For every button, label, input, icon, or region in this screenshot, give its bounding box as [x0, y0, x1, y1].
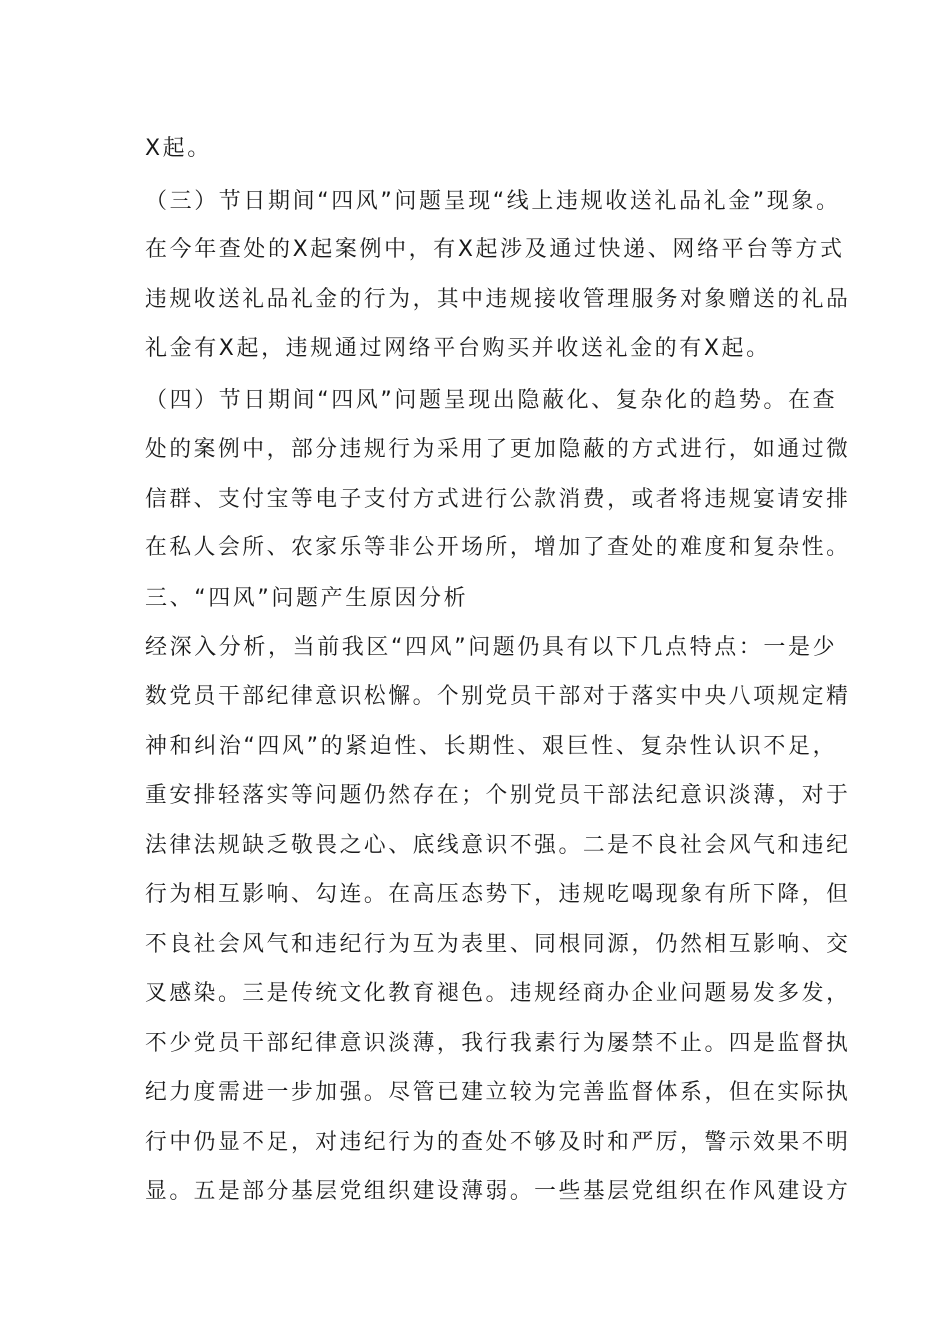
text-line-22: 显。五是部分基层党组织建设薄弱。一些基层党组织在作风建设方	[145, 1179, 851, 1204]
text-line-13: 神和纠治“四风”的紧迫性、长期性、艰巨性、复杂性认识不足，	[145, 734, 838, 759]
section-heading: 三、“四风”问题产生原因分析	[145, 586, 469, 611]
text-line-2: （三）节日期间“四风”问题呈现“线上违规收送礼品礼金”现象。	[145, 189, 841, 214]
text-line-1: X起。	[145, 136, 212, 161]
text-line-17: 不良社会风气和违纪行为互为表里、同根同源，仍然相互影响、交	[145, 932, 851, 957]
text-line-15: 法律法规缺乏敬畏之心、底线意识不强。二是不良社会风气和违纪	[145, 833, 851, 858]
text-line-7: 处的案例中，部分违规行为采用了更加隐蔽的方式进行，如通过微	[145, 437, 851, 462]
text-line-6: （四）节日期间“四风”问题呈现出隐蔽化、复杂化的趋势。在查	[145, 388, 838, 413]
text-line-14: 重安排轻落实等问题仍然存在；个别党员干部法纪意识淡薄，对于	[145, 783, 851, 808]
text-line-9: 在私人会所、农家乐等非公开场所，增加了查处的难度和复杂性。	[145, 535, 851, 560]
text-line-18: 叉感染。三是传统文化教育褪色。违规经商办企业问题易发多发，	[145, 981, 851, 1006]
text-line-16: 行为相互影响、勾连。在高压态势下，违规吃喝现象有所下降，但	[145, 882, 851, 907]
text-line-12: 数党员干部纪律意识松懈。个别党员干部对于落实中央八项规定精	[145, 684, 851, 709]
text-line-19: 不少党员干部纪律意识淡薄，我行我素行为屡禁不止。四是监督执	[145, 1031, 851, 1056]
text-line-20: 纪力度需进一步加强。尽管已建立较为完善监督体系，但在实际执	[145, 1080, 851, 1105]
text-line-8: 信群、支付宝等电子支付方式进行公款消费，或者将违规宴请安排	[145, 487, 851, 512]
text-line-21: 行中仍显不足，对违纪行为的查处不够及时和严厉，警示效果不明	[145, 1130, 851, 1155]
text-line-11: 经深入分析，当前我区“四风”问题仍具有以下几点特点：一是少	[145, 635, 838, 660]
text-line-4: 违规收送礼品礼金的行为，其中违规接收管理服务对象赠送的礼品	[145, 287, 851, 312]
text-line-3: 在今年查处的X起案例中，有X起涉及通过快递、网络平台等方式	[145, 237, 845, 262]
text-line-5: 礼金有X起，违规通过网络平台购买并收送礼金的有X起。	[145, 336, 771, 361]
